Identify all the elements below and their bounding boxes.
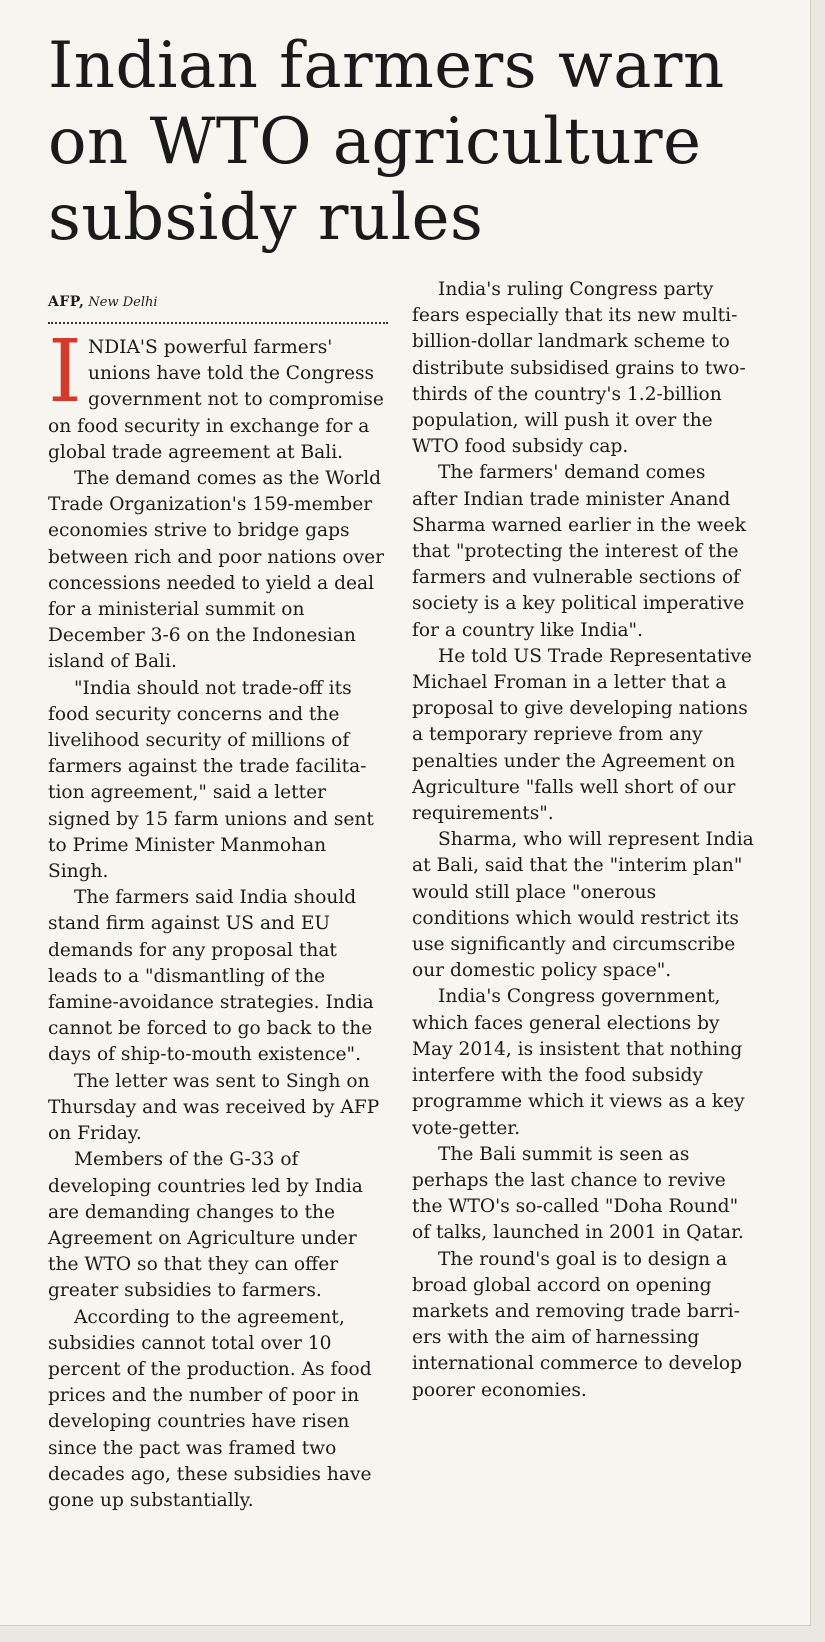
lead-paragraph	[48, 322, 390, 466]
article-paragraph: India's ruling Congress party fears especially that its new multi-billion-dollar landmark scheme to distribute subsidised grains to two-thirds of the country's 1.2-billion population, will push it over the WTO food subsidy cap.	[412, 279, 746, 458]
headline: Indian farmers warn on WTO agriculture subsidy rules	[48, 29, 725, 255]
article-paragraph: The Bali summit is seen as perhaps the last chance to revive the WTO's so-called "Doha Round" of talks, launched in 2001 in Qatar.	[412, 1143, 744, 1244]
article-paragraph: The farmers' demand comes after Indian trade minister Anand Sharma warned earlier in the week that "protecting the interest of the farmers and vulnerable sections of society is a key political imperative for a country like India".	[412, 462, 747, 641]
article-paragraph: The round's goal is to design a broad global accord on opening markets and removing trade barriers with the aim of harnessing international commerce to develop poorer economies.	[412, 1248, 743, 1401]
article-paragraph: The letter was sent to Singh on Thursday and was received by AFP on Friday.	[48, 1070, 380, 1145]
byline	[48, 293, 158, 312]
article-paragraph: India's Congress government, which faces general elections by May 2014, is insistent that nothing interfere with the food subsidy programme which it views as a key vote-getter.	[412, 986, 745, 1139]
article-paragraph: "India should not trade-off its food security concerns and the livelihood security of millions of farmers against the trade facilitation agreement," said a letter signed by 15 farm unions and sent to Prime Minister Manmohan Singh.	[48, 677, 374, 883]
column-left	[48, 322, 390, 1514]
article-paragraph: Members of the G-33 of developing countries led by India are demanding changes to the Agreement on Agriculture under the WTO so that they can offer greater subsidies to farmers.	[48, 1149, 363, 1302]
byline-agency: AFP,	[48, 294, 85, 310]
article-paragraph: He told US Trade Representative Michael Froman in a letter that a proposal to give developing nations a temporary reprieve from any penalties under the Agreement on Agriculture "falls well short of our requirements".	[412, 645, 752, 825]
article-paragraph: The demand comes as the World Trade Organization's 159-member economies strive to bridge gaps between rich and poor nations over concessions needed to yield a deal for a ministerial summit on December 3-6 on the Indonesian island of Bali.	[48, 468, 384, 673]
lead-text: NDIA'S powerful farmers' unions have told the Congress government not to compromise on food security in exchange for a global trade agreement at Bali.	[48, 337, 384, 463]
article-paragraph: According to the agreement, subsidies cannot total over 10 percent of the production. As food prices and the number of poor in developing countries have risen since the pact was framed two decades ago, these subsidies have gone up substantially.	[48, 1306, 372, 1511]
drop-cap: I	[48, 322, 82, 422]
byline-place: New Delhi	[88, 295, 158, 310]
article-paragraph: The farmers said India should stand firm against US and EU demands for any proposal that leads to a "dismantling of the famine-avoidance strategies. India cannot be forced to go back to the days of ship-to-mouth existence".	[48, 887, 374, 1066]
article-paragraph: Sharma, who will represent India at Bali, said that the "interim plan" would still place "onerous conditions which would restrict its use significantly and circumscribe our domestic policy space".	[412, 829, 754, 982]
dotted-divider	[48, 322, 388, 324]
column-right	[412, 277, 754, 1404]
